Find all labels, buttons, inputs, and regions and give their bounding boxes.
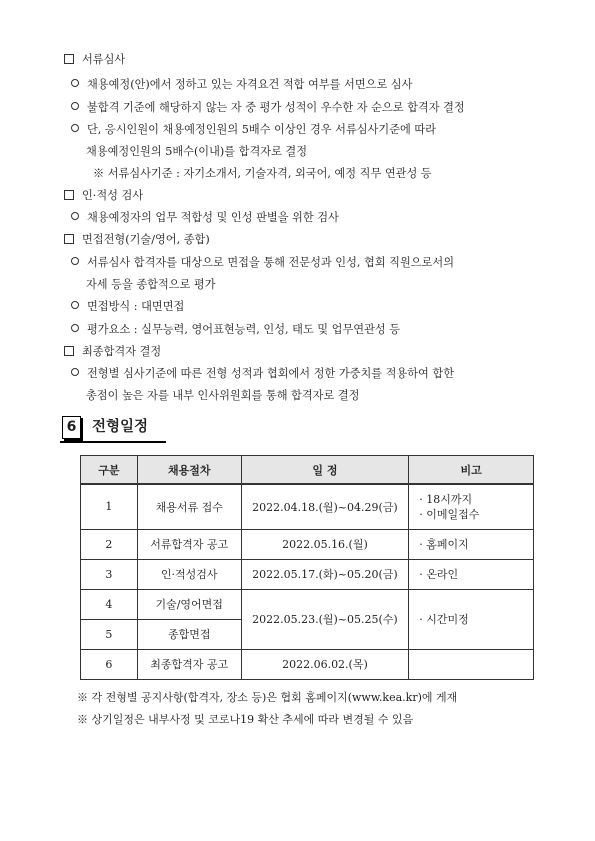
table-row	[81, 649, 534, 679]
circle-bullet-icon	[71, 102, 79, 110]
cell-no: 3	[81, 559, 138, 589]
section-aptitude-title: 인·적성 검사	[64, 189, 143, 203]
cell-date: 2022.05.17.(화)~05.20(금)	[241, 559, 409, 589]
section-number-badge: 6	[62, 416, 81, 439]
list-item-continuation: 자세 등을 종합적으로 평가	[86, 278, 216, 291]
cell-note: · 시간미정	[409, 589, 534, 649]
header-no: 구분	[81, 456, 138, 485]
section-final-title: 최종합격자 결정	[64, 345, 161, 359]
schedule-table	[80, 455, 534, 680]
section-interview-title: 면접전형(기술/영어, 종합)	[64, 233, 210, 247]
cell-date: 2022.04.18.(월)~04.29(금)	[241, 484, 409, 529]
note-line: · 이메일접수	[419, 507, 480, 521]
cell-note	[409, 484, 534, 529]
section-title-underline	[60, 441, 166, 443]
circle-bullet-icon	[71, 257, 79, 265]
list-item: 채용예정(안)에서 정하고 있는 자격요건 적합 여부를 서면으로 심사	[71, 78, 412, 92]
section-title: 전형일정	[92, 419, 149, 435]
cell-note: · 온라인	[409, 559, 534, 589]
square-bullet-icon	[64, 190, 74, 200]
circle-bullet-icon	[71, 79, 79, 87]
header-step: 채용절차	[137, 456, 241, 485]
list-item: 단, 응시인원이 채용예정인원의 5배수 이상인 경우 서류심사기준에 따라	[71, 123, 436, 137]
cell-step: 인·적성검사	[137, 559, 241, 589]
cell-no: 2	[81, 529, 138, 559]
header-date: 일 정	[241, 456, 409, 485]
circle-bullet-icon	[71, 324, 79, 332]
cell-step: 종합면접	[137, 619, 241, 649]
cell-no: 5	[81, 619, 138, 649]
cell-date: 2022.05.16.(월)	[241, 529, 409, 559]
cell-step: 최종합격자 공고	[137, 649, 241, 679]
square-bullet-icon	[64, 54, 74, 64]
header-note: 비고	[409, 456, 534, 485]
list-item-continuation: 총점이 높은 자를 내부 인사위원회를 통해 합격자로 결정	[86, 389, 360, 402]
cell-note: · 홈페이지	[409, 529, 534, 559]
section-doc-review-title: 서류심사	[64, 53, 125, 67]
cell-no: 1	[81, 484, 138, 529]
cell-no: 6	[81, 649, 138, 679]
cell-step: 서류합격자 공고	[137, 529, 241, 559]
list-item: 채용예정자의 업무 적합성 및 인성 판별을 위한 검사	[71, 211, 339, 225]
square-bullet-icon	[64, 346, 74, 356]
cell-date: 2022.05.23.(월)~05.25(수)	[241, 589, 409, 649]
table-row	[81, 589, 534, 619]
list-item: 불합격 기준에 해당하지 않는 자 중 평가 성적이 우수한 자 순으로 합격자 결정	[71, 101, 465, 115]
list-item-continuation: 채용예정인원의 5배수(이내)를 합격자로 결정	[86, 145, 308, 158]
circle-bullet-icon	[71, 301, 79, 309]
note-line: · 18시까지	[419, 492, 473, 506]
list-item: 서류심사 합격자를 대상으로 면접을 통해 전문성과 인성, 협회 직원으로서의	[71, 256, 454, 270]
cell-step: 기술/영어면접	[137, 589, 241, 619]
circle-bullet-icon	[71, 368, 79, 376]
list-item: 전형별 심사기준에 따른 전형 성적과 협회에서 정한 가중치를 적용하여 합한	[71, 367, 454, 381]
table-header-row	[81, 456, 534, 485]
circle-bullet-icon	[71, 212, 79, 220]
table-row	[81, 484, 534, 529]
table-row	[81, 559, 534, 589]
list-item: 평가요소 : 실무능력, 영어표현능력, 인성, 태도 및 업무연관성 등	[71, 323, 400, 337]
circle-bullet-icon	[71, 124, 79, 132]
cell-note	[409, 649, 534, 679]
doc-review-note: ※ 서류심사기준 : 자기소개서, 기술자격, 외국어, 예정 직무 연관성 등	[93, 167, 432, 180]
list-item: 면접방식 : 대면면접	[71, 300, 184, 314]
cell-date: 2022.06.02.(목)	[241, 649, 409, 679]
cell-no: 4	[81, 589, 138, 619]
table-row	[81, 529, 534, 559]
footnote: ※ 각 전형별 공지사항(합격자, 장소 등)은 협회 홈페이지(www.kea.kr)에 게재	[77, 691, 458, 704]
cell-step: 채용서류 접수	[137, 484, 241, 529]
footnote: ※ 상기일정은 내부사정 및 코로나19 확산 추세에 따라 변경될 수 있음	[77, 713, 414, 726]
square-bullet-icon	[64, 234, 74, 244]
